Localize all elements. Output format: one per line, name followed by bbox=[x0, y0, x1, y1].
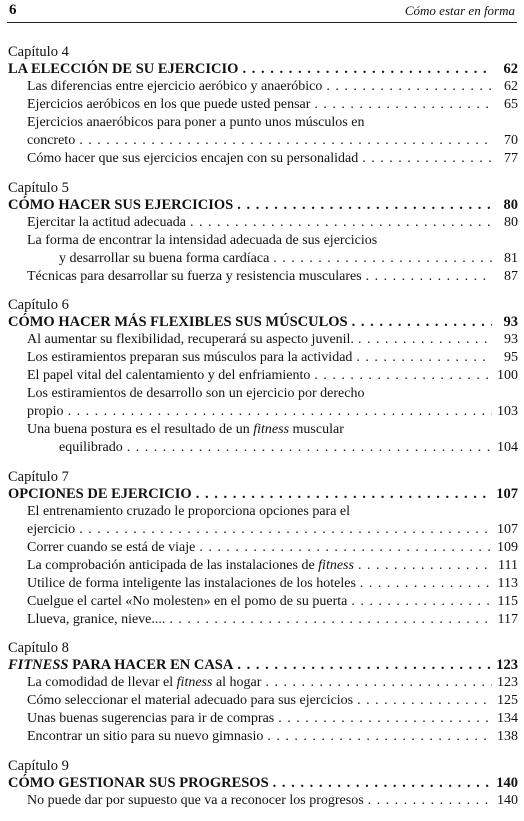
chapter-title-row bbox=[8, 656, 518, 674]
toc-entry-row bbox=[8, 214, 518, 232]
chapter-page-number: 93 bbox=[503, 314, 518, 330]
dot-leader bbox=[237, 196, 492, 214]
entry-continuation-text: y desarrollar su buena forma cardíaca bbox=[59, 250, 270, 266]
toc-entry-text bbox=[27, 539, 195, 557]
toc-entry-text bbox=[27, 710, 274, 728]
chapter-block bbox=[8, 44, 518, 168]
chapter-label: Capítulo 7 bbox=[8, 468, 69, 485]
entry-page-number: 107 bbox=[497, 521, 518, 537]
toc-entry-row bbox=[8, 367, 518, 385]
dot-leader bbox=[368, 792, 492, 810]
toc-entry-text bbox=[27, 331, 354, 349]
entry-text: Ejercicios aeróbicos en los que puede usted pensar bbox=[27, 97, 311, 112]
dot-leader bbox=[190, 214, 492, 232]
chapter-page-number: 80 bbox=[503, 196, 518, 213]
toc-entry-row bbox=[8, 539, 518, 557]
entry-continuation-text: propio bbox=[27, 404, 64, 419]
chapter-title-text: OPCIONES DE EJERCICIO bbox=[8, 485, 192, 502]
entry-page-number: 65 bbox=[504, 97, 518, 112]
toc-entry-text bbox=[27, 232, 377, 250]
entry-text: La comodidad de llevar el bbox=[27, 675, 177, 690]
table-of-contents bbox=[8, 44, 518, 821]
chapter-page-number: 62 bbox=[503, 61, 518, 77]
entry-page-number: 95 bbox=[504, 350, 518, 365]
entry-page-number: 125 bbox=[497, 693, 518, 708]
dot-leader bbox=[127, 439, 492, 457]
toc-entry-row bbox=[8, 78, 518, 96]
entry-page-number: 77 bbox=[504, 151, 518, 166]
entry-text: Encontrar un sitio para su nuevo gimnasio bbox=[27, 729, 264, 744]
chapter-title-text: CÓMO HACER MÁS FLEXIBLES SUS MÚSCULOS bbox=[8, 314, 348, 330]
chapter-title-row bbox=[8, 774, 518, 792]
entry-page-number: 93 bbox=[504, 332, 518, 347]
toc-entry-text bbox=[27, 367, 310, 385]
toc-entry-row bbox=[8, 349, 518, 367]
dot-leader bbox=[366, 268, 492, 286]
entry-page-number: 80 bbox=[504, 214, 518, 230]
entry-text: Correr cuando se está de viaje bbox=[27, 539, 196, 555]
entry-page-number: 100 bbox=[497, 368, 518, 383]
chapter-title-text: CÓMO GESTIONAR SUS PROGRESOS bbox=[8, 774, 269, 791]
entry-page-number: 81 bbox=[504, 250, 518, 266]
toc-entry-text bbox=[27, 593, 347, 611]
toc-entry-row bbox=[8, 611, 518, 629]
dot-leader bbox=[169, 611, 492, 629]
toc-entry-row bbox=[8, 331, 518, 349]
chapter-label: Capítulo 4 bbox=[8, 44, 69, 60]
entry-text: Utilice de forma inteligente las instalaciones de los hoteles bbox=[27, 575, 356, 591]
chapter-title bbox=[8, 60, 238, 78]
dot-leader bbox=[273, 250, 492, 268]
page-header bbox=[7, 0, 517, 23]
entry-text: La forma de encontrar la intensidad adecuada de sus ejercicios bbox=[27, 232, 378, 248]
entry-page-number: 115 bbox=[497, 593, 518, 609]
entry-text: El entrenamiento cruzado le proporciona opciones para el bbox=[27, 503, 351, 519]
toc-entry-text bbox=[27, 611, 165, 629]
entry-text: Técnicas para desarrollar su fuerza y resistencia musculares bbox=[27, 268, 362, 284]
toc-entry-row bbox=[8, 557, 518, 575]
chapter-block bbox=[8, 297, 518, 457]
entry-continuation-text: equilibrado bbox=[59, 440, 123, 455]
chapter-block bbox=[8, 469, 518, 629]
dot-leader bbox=[278, 710, 492, 728]
entry-text: No puede dar por supuesto que va a reconocer los progresos bbox=[27, 792, 364, 808]
dot-leader bbox=[352, 313, 492, 331]
toc-entry-text bbox=[27, 268, 362, 286]
chapter-block bbox=[8, 758, 518, 810]
toc-entry-text bbox=[27, 575, 356, 593]
dot-leader bbox=[358, 331, 492, 349]
chapter-label: Capítulo 6 bbox=[8, 297, 69, 313]
toc-entry-row bbox=[8, 114, 518, 132]
toc-entry-row bbox=[8, 385, 518, 403]
dot-leader bbox=[362, 150, 492, 168]
dot-leader bbox=[196, 485, 492, 503]
dot-leader bbox=[273, 774, 492, 792]
entry-page-number: 62 bbox=[504, 79, 518, 94]
entry-text: Cómo seleccionar el material adecuado para sus ejercicios bbox=[27, 693, 354, 708]
entry-text: Llueva, granice, nieve.... bbox=[27, 611, 166, 627]
toc-entry-text bbox=[27, 214, 186, 232]
chapter-title bbox=[8, 485, 192, 503]
dot-leader bbox=[326, 78, 492, 96]
dot-leader bbox=[79, 132, 492, 150]
entry-continuation-text: ejercicio bbox=[27, 521, 76, 537]
dot-leader bbox=[314, 367, 492, 385]
toc-entry-text bbox=[27, 674, 261, 692]
toc-entry-text bbox=[27, 557, 354, 575]
toc-entry-row bbox=[8, 268, 518, 286]
chapter-label: Capítulo 5 bbox=[8, 179, 69, 196]
entry-page-number: 104 bbox=[497, 440, 518, 455]
entry-text-italic: fitness bbox=[176, 675, 213, 690]
dot-leader bbox=[199, 539, 492, 557]
chapter-title-row bbox=[8, 60, 518, 78]
dot-leader bbox=[356, 349, 492, 367]
toc-entry-text bbox=[27, 385, 364, 403]
toc-entry-row bbox=[8, 674, 518, 692]
chapter-block bbox=[8, 640, 518, 746]
toc-entry-row bbox=[8, 232, 518, 250]
toc-entry-row bbox=[8, 96, 518, 114]
entry-text: Los estiramientos de desarrollo son un ejercicio por derecho bbox=[27, 386, 365, 401]
page-number: 6 bbox=[9, 2, 17, 18]
entry-page-number: 103 bbox=[497, 404, 518, 419]
entry-page-number: 87 bbox=[504, 268, 518, 284]
toc-entry-text bbox=[27, 421, 344, 439]
chapter-title-row bbox=[8, 313, 518, 331]
toc-entry-row bbox=[8, 593, 518, 611]
toc-entry-continuation bbox=[8, 132, 518, 150]
toc-entry-text bbox=[27, 150, 358, 168]
chapter-title-text: CÓMO HACER SUS EJERCICIOS bbox=[8, 196, 234, 213]
dot-leader bbox=[351, 593, 492, 611]
chapter-label: Capítulo 8 bbox=[8, 640, 69, 656]
toc-entry-continuation bbox=[8, 250, 518, 268]
entry-text: Cómo hacer que sus ejercicios encajen con su personalidad bbox=[27, 151, 359, 166]
chapter-title bbox=[8, 656, 233, 674]
entry-text: La comprobación anticipada de las instalaciones de bbox=[27, 557, 319, 573]
toc-entry-text bbox=[27, 114, 364, 132]
chapter-title-row bbox=[8, 196, 518, 214]
chapter-title-text: PARA HACER EN CASA bbox=[68, 657, 234, 673]
entry-page-number: 138 bbox=[497, 729, 518, 744]
toc-entry-row bbox=[8, 710, 518, 728]
entry-text: Unas buenas sugerencias para ir de compras bbox=[27, 711, 275, 726]
toc-entry-text bbox=[27, 503, 350, 521]
dot-leader bbox=[265, 674, 492, 692]
dot-leader bbox=[242, 60, 492, 78]
entry-text: Ejercitar la actitud adecuada bbox=[27, 214, 186, 230]
entry-page-number: 70 bbox=[504, 133, 518, 148]
toc-entry-row bbox=[8, 692, 518, 710]
dot-leader bbox=[360, 575, 492, 593]
toc-entry-row bbox=[8, 421, 518, 439]
toc-entry-text bbox=[27, 78, 322, 96]
chapter-block bbox=[8, 180, 518, 286]
chapter-title bbox=[8, 774, 269, 792]
running-title: Cómo estar en forma bbox=[404, 3, 515, 18]
toc-entry-row bbox=[8, 792, 518, 810]
entry-text: muscular bbox=[289, 422, 344, 437]
dot-leader bbox=[358, 557, 492, 575]
entry-text-italic: fitness bbox=[253, 422, 290, 437]
dot-leader bbox=[357, 692, 492, 710]
toc-entry-row bbox=[8, 503, 518, 521]
chapter-page-number: 107 bbox=[496, 485, 518, 502]
toc-entry-continuation bbox=[8, 403, 518, 421]
entry-page-number: 117 bbox=[497, 611, 518, 627]
chapter-page-number: 123 bbox=[496, 657, 518, 673]
entry-text-italic: fitness bbox=[318, 557, 354, 573]
toc-entry-text bbox=[27, 96, 310, 114]
entry-page-number: 109 bbox=[497, 539, 518, 555]
toc-entry-continuation bbox=[8, 439, 518, 457]
chapter-title bbox=[8, 313, 348, 331]
entry-text: Los estiramientos preparan sus músculos para la actividad bbox=[27, 350, 353, 365]
chapter-title-italic: FITNESS bbox=[8, 657, 69, 673]
entry-page-number: 140 bbox=[497, 792, 518, 808]
toc-entry-text bbox=[27, 692, 353, 710]
entry-text: Al aumentar su flexibilidad, recuperará su aspecto juvenil. bbox=[27, 332, 354, 347]
toc-entry-continuation bbox=[8, 521, 518, 539]
dot-leader bbox=[79, 521, 492, 539]
entry-text: al hogar bbox=[212, 675, 262, 690]
entry-text: Ejercicios anaeróbicos para poner a punto unos músculos en bbox=[27, 115, 365, 130]
toc-entry-row bbox=[8, 728, 518, 746]
entry-page-number: 134 bbox=[497, 711, 518, 726]
toc-entry-row bbox=[8, 150, 518, 168]
chapter-label: Capítulo 9 bbox=[8, 757, 69, 774]
chapter-title-row bbox=[8, 485, 518, 503]
entry-continuation-text: concreto bbox=[27, 133, 76, 148]
entry-text: El papel vital del calentamiento y del enfriamiento bbox=[27, 368, 311, 383]
chapter-title bbox=[8, 196, 233, 214]
chapter-title-text: LA ELECCIÓN DE SU EJERCICIO bbox=[8, 61, 239, 77]
dot-leader bbox=[314, 96, 492, 114]
entry-page-number: 113 bbox=[497, 575, 518, 591]
toc-entry-text bbox=[27, 349, 352, 367]
entry-text: Las diferencias entre ejercicio aeróbico y anaeróbico bbox=[27, 79, 323, 94]
entry-page-number: 111 bbox=[498, 557, 518, 573]
chapter-page-number: 140 bbox=[496, 774, 518, 791]
entry-text: Cuelgue el cartel «No molesten» en el pomo de su puerta bbox=[27, 593, 348, 609]
entry-page-number: 123 bbox=[497, 675, 518, 690]
dot-leader bbox=[237, 656, 492, 674]
toc-entry-text bbox=[27, 728, 263, 746]
toc-entry-text bbox=[27, 792, 364, 810]
entry-text: Una buena postura es el resultado de un bbox=[27, 422, 254, 437]
dot-leader bbox=[68, 403, 492, 421]
toc-entry-row bbox=[8, 575, 518, 593]
dot-leader bbox=[267, 728, 492, 746]
